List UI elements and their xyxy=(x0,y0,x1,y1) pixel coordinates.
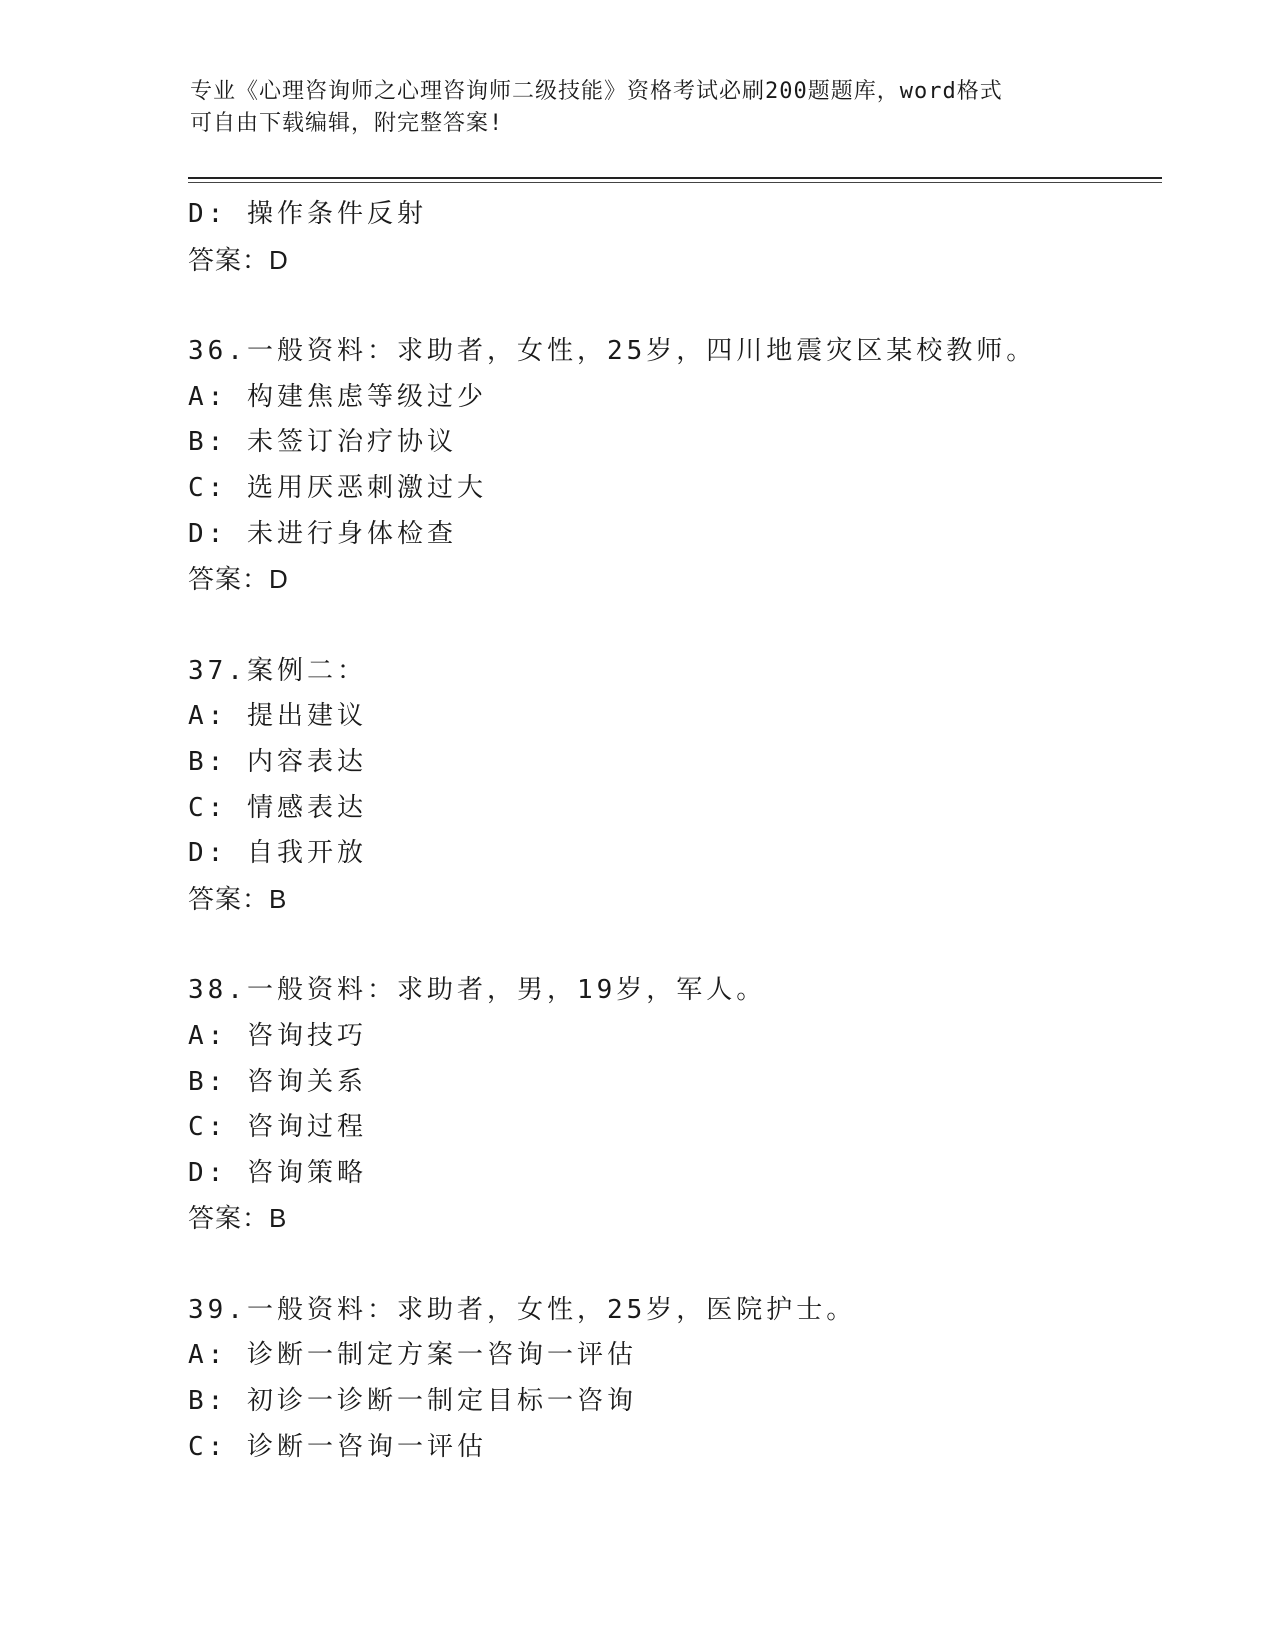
option-d: D: 自我开放 xyxy=(188,838,367,869)
option-b: B: 内容表达 xyxy=(188,746,367,777)
question-stem: 36.一般资料：求助者，女性，25岁，四川地震灾区某校教师。 xyxy=(188,336,1037,367)
option-c: C: 情感表达 xyxy=(188,792,367,823)
document-header xyxy=(190,76,1090,140)
option-b: B: 咨询关系 xyxy=(188,1066,367,1097)
header-divider-thin xyxy=(188,182,1162,183)
option-d: D: 未进行身体检查 xyxy=(188,518,457,549)
spacer xyxy=(188,603,1148,649)
answer-line: 答案：D xyxy=(188,244,289,275)
header-divider-thick xyxy=(188,177,1162,179)
header-line-2: 可自由下载编辑，附完整答案! xyxy=(190,111,504,136)
answer-line: 答案：D xyxy=(188,564,289,595)
option-a: A: 提出建议 xyxy=(188,701,367,732)
option-c: C: 选用厌恶刺激过大 xyxy=(188,472,487,503)
header-line-1: 专业《心理咨询师之心理咨询师二级技能》资格考试必刷200题题库，word格式 xyxy=(190,79,1003,104)
spacer xyxy=(188,922,1148,968)
question-38 xyxy=(188,968,1148,1242)
option-c: C: 咨询过程 xyxy=(188,1112,367,1143)
question-39 xyxy=(188,1288,1148,1470)
answer-line: 答案：B xyxy=(188,1203,288,1234)
question-stem: 39.一般资料：求助者，女性，25岁，医院护士。 xyxy=(188,1294,857,1325)
option-d: D: 咨询策略 xyxy=(188,1157,367,1188)
option-c: C: 诊断一咨询一评估 xyxy=(188,1431,487,1462)
question-36 xyxy=(188,329,1148,603)
option-b: B: 未签订治疗协议 xyxy=(188,427,457,458)
spacer xyxy=(188,1242,1148,1288)
question-stem: 37.案例二： xyxy=(188,655,367,686)
option-b: B: 初诊一诊断一制定目标一咨询 xyxy=(188,1386,637,1417)
question-stem: 38.一般资料：求助者，男，19岁，军人。 xyxy=(188,975,767,1006)
option-a: A: 诊断一制定方案一咨询一评估 xyxy=(188,1340,637,1371)
question-37 xyxy=(188,649,1148,923)
question-list xyxy=(188,192,1148,1470)
answer-line: 答案：B xyxy=(188,883,288,914)
option-a: A: 咨询技巧 xyxy=(188,1020,367,1051)
spacer xyxy=(188,283,1148,329)
option-a: A: 构建焦虑等级过少 xyxy=(188,381,487,412)
option-d: D: 操作条件反射 xyxy=(188,199,427,229)
